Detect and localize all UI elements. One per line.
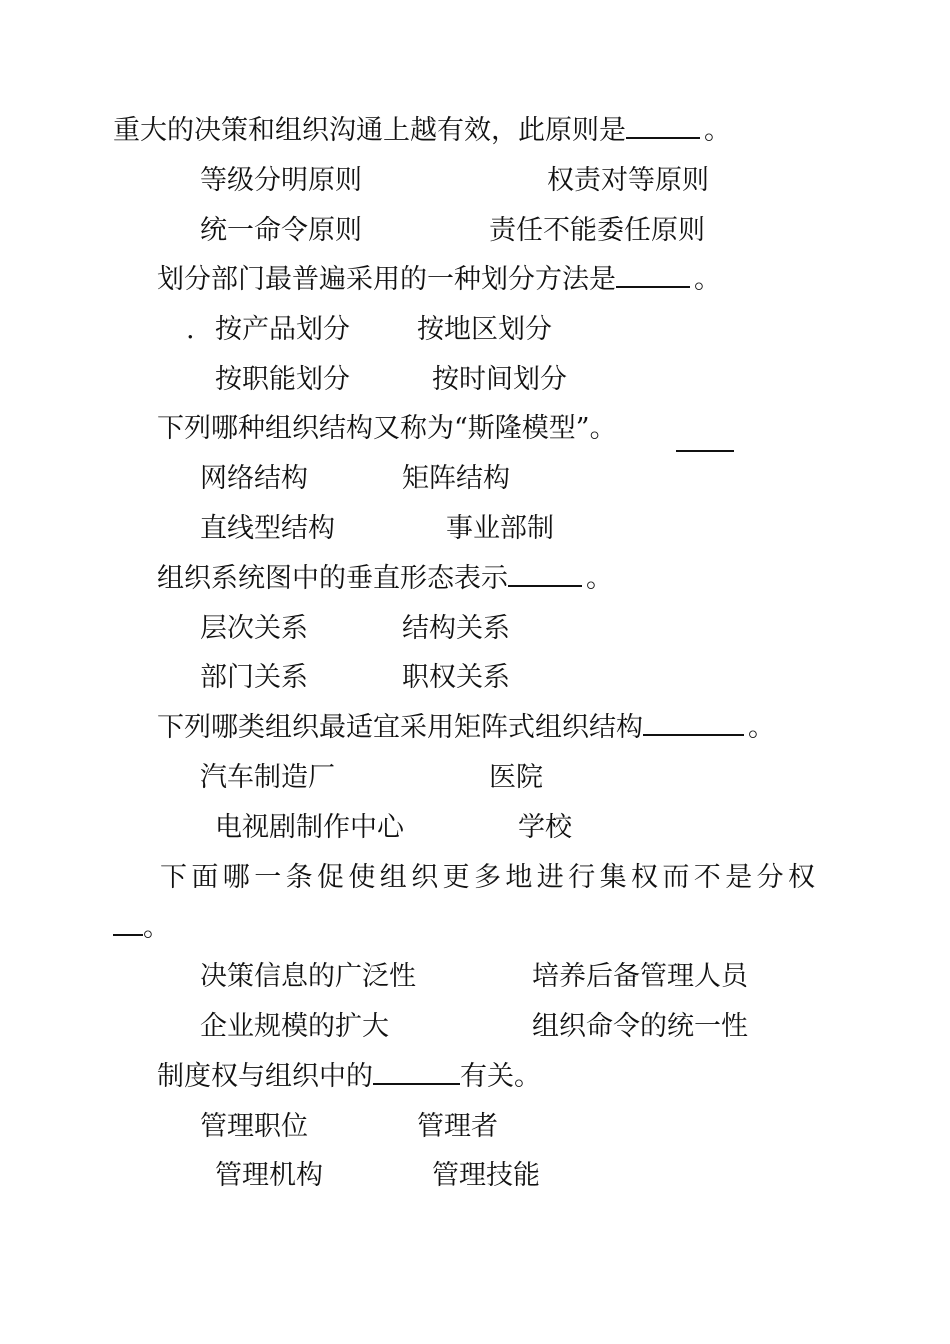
question-5 [157,710,775,746]
option: 层次关系 [200,613,308,644]
question-7 [157,1059,541,1095]
option-marker: . [186,314,195,345]
question-5-stem: 下列哪类组织最适宜采用矩阵式组织结构 [157,712,643,743]
option: 管理技能 [432,1160,540,1191]
option: 按地区划分 [417,314,552,345]
option: 矩阵结构 [402,463,510,494]
answer-blank [676,450,734,452]
option: 医院 [489,762,543,793]
question-4-end: 。 [586,563,613,594]
answer-blank [373,1059,460,1085]
option: 管理机构 [215,1160,323,1191]
question-4 [157,561,613,597]
question-1-end: 。 [704,115,731,146]
option: 职权关系 [402,662,510,693]
option: 事业部制 [446,513,554,544]
option: 汽车制造厂 [200,762,335,793]
answer-blank [508,561,582,587]
option: 企业规模的扩大 [200,1011,389,1042]
option: 等级分明原则 [200,165,362,196]
option: 结构关系 [402,613,510,644]
option: 部门关系 [200,662,308,693]
question-1 [113,113,731,149]
question-2 [157,262,721,298]
question-7-end: 有关。 [460,1061,541,1092]
question-2-stem: 划分部门最普遍采用的一种划分方法是 [157,264,616,295]
option: 按产品划分 [215,314,350,345]
question-6-line-2 [113,910,170,946]
option: 网络结构 [200,463,308,494]
question-6-end: 。 [143,912,170,943]
option: 培养后备管理人员 [532,961,748,992]
answer-blank [616,262,690,288]
option: 直线型结构 [200,513,335,544]
option: 管理职位 [200,1111,308,1142]
option: 按职能划分 [215,364,350,395]
option: 权责对等原则 [547,165,709,196]
option: 管理者 [417,1111,498,1142]
question-6-stem: 下面哪一条促使组织更多地进行集权而不是分权 [160,862,820,893]
option: 责任不能委任原则 [489,215,705,246]
option: 学校 [518,812,572,843]
option: 按时间划分 [432,364,567,395]
answer-blank [626,113,700,139]
question-1-stem: 重大的决策和组织沟通上越有效，此原则是 [113,115,626,146]
option: 组织命令的统一性 [532,1011,748,1042]
option: 决策信息的广泛性 [200,961,416,992]
question-2-end: 。 [694,264,721,295]
question-4-stem: 组织系统图中的垂直形态表示 [157,563,508,594]
option: 统一命令原则 [200,215,362,246]
question-3-stem: 下列哪种组织结构又称为“斯隆模型”。 [157,413,617,444]
answer-blank [643,710,744,736]
option: 电视剧制作中心 [215,812,404,843]
question-5-end: 。 [748,712,775,743]
question-7-stem: 制度权与组织中的 [157,1061,373,1092]
answer-blank [113,910,143,936]
